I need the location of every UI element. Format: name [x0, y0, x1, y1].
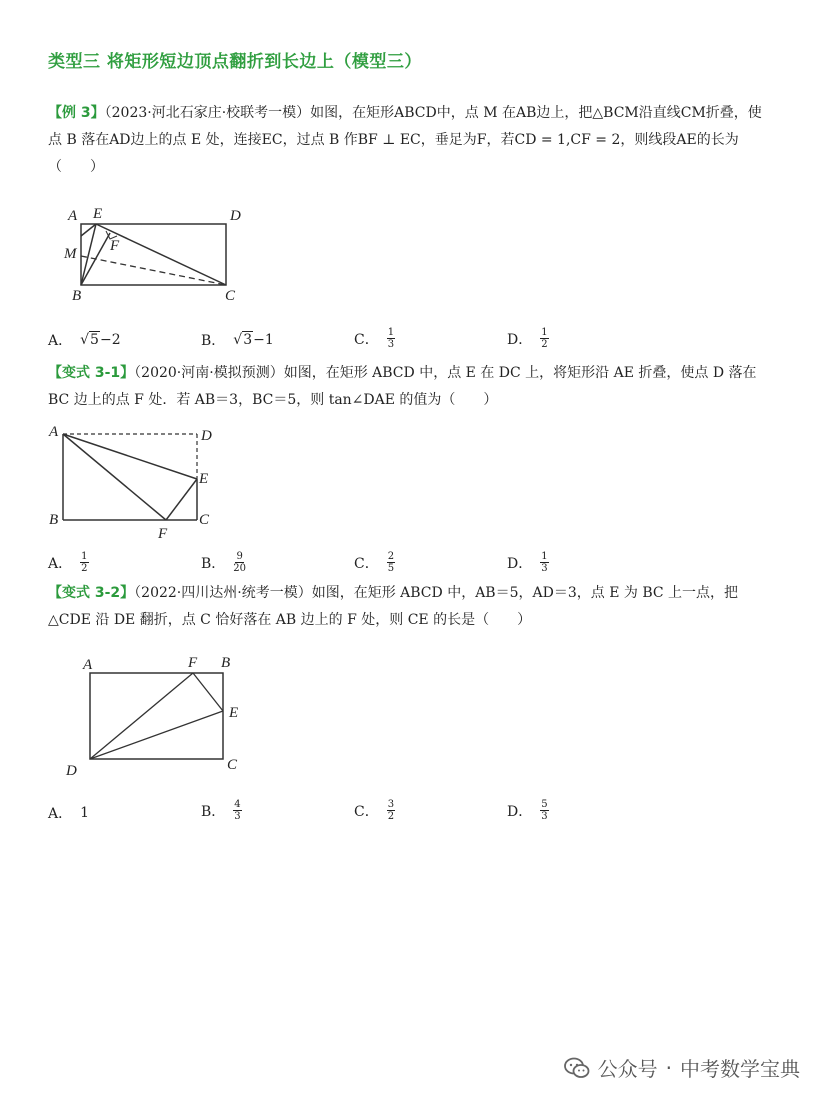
figure-2-label: F	[158, 526, 168, 542]
figure-3-label: D	[66, 763, 77, 779]
option-1c[interactable]: C． $\frac{1}{3}$	[354, 327, 395, 350]
figure-2-label: D	[201, 428, 212, 444]
figure-1-label: F	[110, 238, 120, 254]
question-1-body: （2023·河北石家庄·校联考一模）如图，在矩形ABCD中，点 M 在AB边上，把△BCM沿直线CM折叠，使点 B 落在AD边上的点 E 处，连接EC，过点 B 作BF ⊥ EC，垂足为F，若CD = 1,CF = 2，则线段AE的长为（ ）	[48, 105, 762, 175]
question-3-text	[48, 580, 773, 634]
question-3-tag: 【变式 3-2】	[48, 585, 135, 601]
option-3a[interactable]: A． 1	[48, 805, 90, 822]
question-1-text	[48, 100, 773, 181]
option-3c[interactable]: C． $\frac{3}{2}$	[354, 799, 395, 822]
option-1b[interactable]: B． √3 −1	[201, 332, 274, 349]
figure-1	[60, 200, 260, 305]
figure-3-label: C	[227, 757, 238, 773]
figure-3-segment-fe	[193, 673, 223, 711]
figure-1-segment-be	[81, 224, 96, 285]
section-title: 类型三 将矩形短边顶点翻折到长边上（模型三）	[48, 52, 422, 72]
figure-1-segment-ec	[96, 224, 226, 285]
question-2-body: （2020·河南·模拟预测）如图，在矩形 ABCD 中，点 E 在 DC 上，将矩形沿 AE 折叠，使点 D 落在 BC 边上的点 F 处．若 AB＝3，BC＝5，则 tan∠DAE 的值为（ ）	[48, 365, 757, 408]
watermark-separator: ·	[665, 1055, 672, 1080]
wechat-icon	[564, 1057, 590, 1079]
figure-3-label: F	[188, 655, 198, 671]
figure-2-label: A	[49, 424, 59, 440]
question-1-tag: 【例 3】	[48, 105, 105, 121]
option-2a[interactable]: A． $\frac{1}{2}$	[48, 551, 88, 574]
question-2-text	[48, 360, 773, 414]
option-2c[interactable]: C． $\frac{2}{5}$	[354, 551, 395, 574]
figure-2-label: E	[199, 471, 209, 487]
figure-1-label: C	[225, 288, 236, 304]
figure-1-label: B	[72, 288, 82, 304]
option-2d[interactable]: D． $\frac{1}{3}$	[507, 551, 548, 574]
figure-1-dashed-mc	[81, 256, 226, 285]
figure-2-label: B	[49, 512, 59, 528]
figure-2	[45, 420, 230, 545]
figure-3-label: B	[221, 655, 231, 671]
watermark-account: 公众号	[597, 1057, 658, 1081]
figure-1-label: D	[230, 208, 241, 224]
figure-2-segment-fe	[166, 479, 197, 520]
watermark-name: 中考数学宝典	[680, 1057, 800, 1081]
option-1d[interactable]: D． $\frac{1}{2}$	[507, 327, 548, 350]
figure-3-label: E	[229, 705, 239, 721]
figure-2-segment-ae	[63, 434, 197, 479]
figure-3	[60, 645, 265, 780]
figure-3-segment-df	[90, 673, 193, 759]
figure-3-label: A	[83, 657, 93, 673]
figure-1-label: E	[93, 206, 103, 222]
figure-2-label: C	[199, 512, 210, 528]
figure-2-segment-af	[63, 434, 166, 520]
watermark	[564, 1053, 800, 1082]
option-3d[interactable]: D． $\frac{5}{3}$	[507, 799, 548, 822]
figure-1-label: M	[64, 246, 77, 262]
option-3b[interactable]: B． $\frac{4}{3}$	[201, 799, 241, 822]
option-2b[interactable]: B． $\frac{9}{20}$	[201, 551, 247, 574]
figure-1-rectangle	[81, 224, 226, 285]
option-1a[interactable]: A． √5 −2	[48, 332, 121, 349]
question-2-tag: 【变式 3-1】	[48, 365, 135, 381]
figure-1-label: A	[68, 208, 78, 224]
figure-3-segment-de	[90, 711, 223, 759]
question-3-body: （2022·四川达州·统考一模）如图，在矩形 ABCD 中，AB＝5，AD＝3，点 E 为 BC 上一点，把△CDE 沿 DE 翻折，点 C 恰好落在 AB 边上的 F 处，则 CE 的长是（ ）	[48, 585, 739, 628]
